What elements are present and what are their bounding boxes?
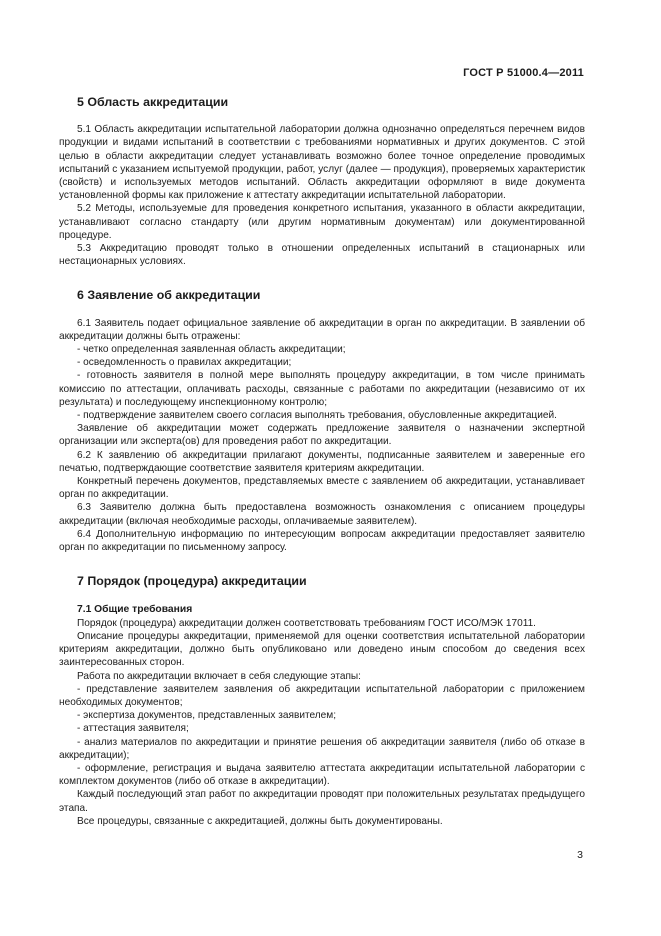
paragraph-6-2: 6.2 К заявлению об аккредитации прилагают документы, подписанные заявителем и заверенные его печатью, подтверждающие соответствие заявителя критериям аккредитации.: [59, 449, 585, 474]
paragraph-5-3: 5.3 Аккредитацию проводят только в отношении определенных испытаний в стационарных или нестационарных условиях.: [59, 243, 585, 268]
section-6-heading: 6 Заявление об аккредитации: [77, 288, 261, 303]
paragraph-5-2: 5.2 Методы, используемые для проведения конкретного испытания, указанного в области аккредитации, устанавливают согласно стандарту (или другим нормативным документам) или документированной процедуре.: [59, 203, 585, 241]
list-item: - осведомленность о правилах аккредитации;: [77, 357, 292, 369]
list-item: - аттестация заявителя;: [77, 723, 189, 735]
paragraph-6-4: 6.4 Дополнительную информацию по интересующим вопросам аккредитации предоставляет заявителю орган по аккредитации по письменному запросу.: [59, 528, 585, 554]
paragraph-6-expert: Заявление об аккредитации может содержать предложение заявителя о назначении экспертной организации или эксперта(ов) для проведения работ по аккредитации.: [59, 423, 585, 448]
document-number: ГОСТ Р 51000.4—2011: [463, 67, 584, 79]
paragraph-6-3: 6.3 Заявителю должна быть предоставлена возможность ознакомления с описанием процедуры аккредитации (включая необходимые расходы, оплачиваемые заявителем).: [59, 502, 585, 527]
paragraph-7-1-a: Порядок (процедура) аккредитации должен соответствовать требованиям ГОСТ ИСО/МЭК 17011.: [77, 617, 536, 629]
paragraph-6-1: 6.1 Заявитель подает официальное заявление об аккредитации в орган по аккредитации. В заявлении об аккредитации должны быть отражены:: [59, 317, 585, 342]
paragraph-7-1-c: Работа по аккредитации включает в себя следующие этапы:: [77, 670, 361, 682]
document-body: [59, 90, 585, 828]
paragraph-7-1-e: Все процедуры, связанные с аккредитацией, должны быть документированы.: [77, 815, 443, 827]
page-number: 3: [577, 849, 583, 861]
list-item: - готовность заявителя в полной мере выполнять процедуру аккредитации, в том числе принимать комиссию по аттестации, оплачивать расходы, связанные с работами по аккредитации (независимо от их результата) и последующему инспекционному контролю;: [59, 370, 585, 408]
section-7-heading: 7 Порядок (процедура) аккредитации: [77, 574, 307, 589]
subsection-7-1-heading: 7.1 Общие требования: [77, 603, 193, 615]
list-item: - оформление, регистрация и выдача заявителю аттестата аккредитации испытательной лаборатории с комплектом документов (либо об отказе в аккредитации).: [59, 762, 585, 788]
section-5-heading: 5 Область аккредитации: [77, 95, 229, 109]
list-item: - экспертиза документов, представленных заявителем;: [77, 710, 337, 722]
list-item: - четко определенная заявленная область аккредитации;: [77, 344, 346, 356]
paragraph-6-2-list: Конкретный перечень документов, представляемых вместе с заявлением об аккредитации, устанавливает орган по аккредитации.: [59, 476, 585, 501]
list-item: - представление заявителем заявления об аккредитации испытательной лаборатории с приложением необходимых документов;: [59, 683, 585, 708]
paragraph-7-1-b: Описание процедуры аккредитации, применяемой для оценки соответствия испытательной лаборатории критериям аккредитации, должно быть опубликовано или доведено иным способом до сведения всех заинтересованных сторон.: [59, 630, 585, 669]
list-item: - подтверждение заявителем своего согласия выполнять требования, обусловленные аккредитацией.: [77, 410, 557, 422]
paragraph-7-1-d: Каждый последующий этап работ по аккредитации проводят при положительных результатах предыдущего этапа.: [59, 789, 585, 814]
list-item: - анализ материалов по аккредитации и принятие решения об аккредитации заявителя (либо об отказе в аккредитации);: [59, 736, 585, 761]
paragraph-5-1: 5.1 Область аккредитации испытательной лаборатории должна однозначно определяться перечнем видов продукции и видами испытаний в соответствии с требованиями нормативных и других документов. С этой целью в области аккредитации следует устанавливать возможно более точное определение проводимых испытаний с указанием испытуемой продукции, работ, услуг (далее — продукция), проверяемых характеристик (свойств) и используемых методов испытаний. Область аккредитации оформляют в виде документа установленной формы как приложение к аттестату аккредитации испытательной лаборатории.: [59, 124, 585, 202]
